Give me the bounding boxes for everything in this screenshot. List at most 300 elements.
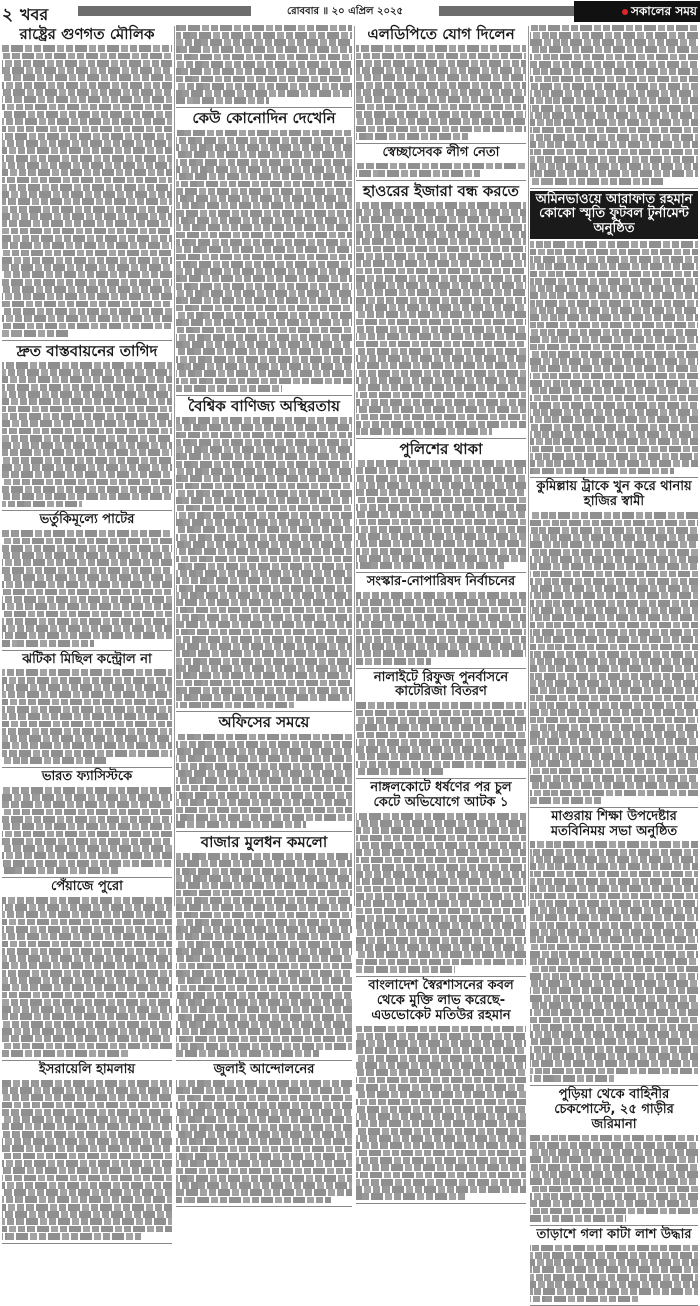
text-line: [176, 629, 352, 636]
text-line: [2, 838, 172, 845]
story-body: [176, 853, 352, 1057]
text-line: [176, 275, 352, 282]
text-line: [176, 327, 352, 334]
text-line: [530, 1171, 698, 1178]
text-line: [530, 32, 698, 39]
text-line: [530, 1068, 698, 1075]
text-line: [2, 897, 172, 904]
column-rule: [528, 26, 529, 906]
text-line: [2, 1123, 172, 1130]
text-line: [530, 658, 698, 665]
text-line: [356, 746, 526, 753]
text-line: [530, 1038, 698, 1045]
text-line: [356, 399, 526, 406]
column-3: [356, 24, 526, 1023]
text-line: [356, 275, 526, 282]
text-line: [2, 67, 172, 74]
text-line: [176, 792, 352, 799]
text-line: [176, 232, 352, 239]
text-line: [530, 278, 698, 285]
text-line: [176, 1197, 331, 1204]
text-line: [176, 217, 352, 224]
text-line: [356, 96, 526, 103]
text-line: [176, 777, 352, 784]
news-story: [356, 183, 526, 435]
story-headline: নাঙ্গলকোটে ধর্ষণের পর চুল কেটে অভিযোগে আটক ১: [370, 779, 512, 810]
text-line: [356, 1142, 526, 1149]
story-divider: [530, 807, 698, 808]
text-line: [356, 1113, 526, 1120]
text-line: [176, 570, 352, 577]
text-line: [2, 220, 172, 227]
text-line: [530, 1186, 698, 1193]
text-line: [530, 782, 698, 789]
text-line: [356, 592, 526, 599]
text-line: [176, 363, 352, 370]
story-body: [2, 787, 172, 874]
text-line: [530, 614, 698, 621]
text-line: [176, 904, 352, 911]
text-line: [530, 709, 698, 716]
text-line: [2, 384, 172, 391]
text-line: [356, 118, 526, 125]
text-line: [530, 1031, 698, 1038]
text-line: [176, 39, 352, 46]
text-line: [530, 629, 698, 636]
text-line: [530, 365, 698, 372]
text-line: [356, 497, 526, 504]
text-line: [2, 250, 172, 257]
text-line: [2, 1094, 172, 1101]
text-line: [2, 706, 172, 713]
text-line: [356, 406, 526, 413]
text-line: [356, 319, 526, 326]
text-line: [530, 893, 698, 900]
text-line: [2, 684, 172, 691]
text-line: [356, 209, 526, 216]
text-line: [356, 650, 526, 657]
text-line: [176, 955, 352, 962]
text-line: [176, 1028, 352, 1035]
text-line: [176, 875, 352, 882]
text-line: [176, 1014, 352, 1021]
story-headline: রাষ্ট্রের গুণগত মৌলিক: [19, 25, 155, 43]
story-body: [356, 592, 526, 664]
news-story: [356, 146, 526, 177]
text-line: [530, 54, 698, 61]
text-line: [2, 60, 172, 67]
news-story: [530, 810, 698, 1082]
text-line: [2, 1116, 172, 1123]
text-line: [176, 173, 352, 180]
story-body: [176, 130, 352, 392]
story-headline: হাওরের ইজারা বন্ধ করতে: [363, 181, 519, 200]
text-line: [2, 435, 172, 442]
text-line: [2, 242, 172, 249]
text-line: [356, 540, 526, 547]
page-number: ২: [2, 5, 14, 25]
text-line: [2, 406, 172, 413]
story-body: [530, 1245, 698, 1303]
text-line: [530, 753, 698, 760]
text-line: [356, 761, 526, 768]
text-line: [356, 355, 526, 362]
text-line: [356, 260, 526, 267]
text-line: [356, 886, 526, 893]
text-line: [2, 1160, 172, 1167]
story-divider: [2, 1060, 172, 1061]
text-line: [176, 334, 352, 341]
text-line: [530, 256, 698, 263]
text-line: [2, 867, 118, 874]
column-4: [530, 24, 698, 1242]
text-line: [176, 370, 352, 377]
news-story: [2, 343, 172, 508]
text-line: [530, 307, 698, 314]
text-line: [2, 677, 172, 684]
story-body: [356, 163, 526, 177]
text-line: [176, 483, 352, 490]
text-line: [2, 1211, 172, 1218]
text-line: [530, 431, 698, 438]
news-story: [530, 1088, 698, 1222]
text-line: [356, 246, 526, 253]
text-line: [176, 785, 352, 792]
text-line: [176, 650, 352, 657]
text-line: [530, 571, 698, 578]
text-line: [530, 936, 698, 943]
text-line: [356, 348, 526, 355]
text-line: [176, 948, 352, 955]
brand-name: সকালের সময়: [630, 4, 697, 18]
text-line: [176, 577, 352, 584]
text-line: [530, 885, 698, 892]
text-line: [530, 322, 698, 329]
text-line: [530, 1135, 698, 1142]
text-line: [356, 74, 526, 81]
text-line: [356, 1040, 526, 1047]
text-line: [2, 860, 172, 867]
news-story: [2, 513, 172, 646]
text-line: [176, 607, 352, 614]
text-line: [2, 471, 172, 478]
text-line: [2, 1035, 172, 1042]
story-divider: [2, 650, 172, 651]
text-line: [176, 137, 352, 144]
text-line: [530, 1259, 698, 1266]
text-line: [176, 348, 352, 355]
text-line: [2, 53, 172, 60]
text-line: [176, 658, 352, 665]
story-body: [356, 460, 526, 569]
text-line: [530, 549, 698, 556]
story-divider: [2, 340, 172, 341]
text-line: [176, 1109, 352, 1116]
story-headline: পুড়িয়া থেকে বাহিনীর চেকপোস্টে, ২৫ গাড়ীর জরিমানা: [554, 1086, 674, 1132]
masthead: [0, 0, 700, 24]
text-line: [356, 133, 468, 140]
news-story: [2, 880, 172, 1057]
text-line: [176, 202, 352, 209]
text-line: [2, 728, 172, 735]
text-line: [176, 585, 352, 592]
text-line: [176, 25, 352, 32]
text-line: [530, 61, 698, 68]
text-line: [530, 592, 698, 599]
text-line: [2, 1145, 172, 1152]
text-line: [530, 134, 698, 141]
text-line: [176, 534, 352, 541]
text-line: [2, 308, 172, 315]
text-line: [530, 702, 698, 709]
text-line: [530, 717, 698, 724]
text-line: [530, 1009, 698, 1016]
text-line: [176, 882, 352, 889]
text-line: [530, 460, 698, 467]
text-line: [2, 669, 172, 676]
story-body: [530, 241, 698, 474]
text-line: [2, 1167, 172, 1174]
text-line: [176, 439, 352, 446]
text-line: [356, 216, 526, 223]
text-line: [530, 336, 698, 343]
story-divider: [2, 767, 172, 768]
text-line: [176, 283, 352, 290]
text-line: [176, 548, 352, 555]
text-line: [356, 599, 526, 606]
story-headline: অফিসের সময়ে: [218, 713, 310, 732]
story-body: [356, 45, 526, 139]
news-story: [2, 1063, 172, 1240]
text-line: [530, 665, 698, 672]
text-line: [356, 224, 526, 231]
text-line: [176, 860, 352, 867]
story-body: [2, 897, 172, 1057]
story-body: [176, 25, 352, 105]
text-line: [2, 1050, 130, 1057]
text-line: [2, 691, 172, 698]
story-headline: পুলিশের থাকা: [399, 439, 483, 458]
text-line: [2, 45, 172, 52]
text-line: [2, 1226, 172, 1233]
text-line: [530, 149, 698, 156]
text-line: [530, 314, 698, 321]
story-headline: কেউ কোনোদিন দেখেনি: [192, 109, 336, 128]
text-line: [2, 845, 172, 852]
text-line: [356, 739, 526, 746]
text-line: [356, 511, 526, 518]
text-line: [356, 922, 526, 929]
text-line: [530, 1215, 626, 1222]
text-line: [530, 871, 698, 878]
text-line: [176, 166, 352, 173]
text-line: [530, 849, 698, 856]
text-line: [2, 213, 172, 220]
text-line: [356, 504, 526, 511]
text-line: [2, 757, 106, 764]
news-story: [356, 979, 526, 1200]
text-line: [2, 457, 172, 464]
text-line: [530, 1266, 698, 1273]
text-line: [2, 376, 172, 383]
text-line: [176, 210, 352, 217]
text-line: [530, 68, 698, 75]
story-body: [2, 45, 172, 336]
text-line: [356, 333, 526, 340]
text-line: [530, 644, 698, 651]
text-line: [530, 738, 698, 745]
story-body: [530, 512, 698, 803]
text-line: [530, 929, 698, 936]
text-line: [176, 151, 352, 158]
text-line: [2, 1028, 172, 1035]
text-line: [530, 987, 698, 994]
news-story: [356, 441, 526, 569]
text-line: [176, 130, 352, 137]
text-line: [356, 621, 526, 628]
text-line: [530, 1002, 698, 1009]
text-line: [530, 797, 602, 804]
text-line: [2, 169, 172, 176]
text-line: [176, 1146, 352, 1153]
text-line: [2, 589, 172, 596]
text-line: [2, 315, 172, 322]
text-line: [176, 541, 352, 548]
text-line: [2, 442, 172, 449]
story-divider: [176, 1060, 352, 1061]
text-line: [176, 599, 352, 606]
text-line: [356, 643, 526, 650]
text-line: [530, 39, 698, 46]
text-line: [176, 312, 352, 319]
text-line: [356, 1193, 467, 1200]
text-line: [530, 973, 698, 980]
text-line: [530, 731, 698, 738]
text-line: [176, 1131, 352, 1138]
text-line: [176, 763, 352, 770]
text-line: [530, 541, 698, 548]
text-line: [356, 45, 526, 52]
text-line: [176, 497, 352, 504]
text-line: [2, 279, 172, 286]
text-line: [2, 721, 172, 728]
text-line: [176, 144, 352, 151]
text-line: [530, 1274, 698, 1281]
brand-logo-icon: [622, 9, 628, 15]
story-headline: স্বেচ্ছাসেবক লীগ নেতা: [382, 144, 500, 160]
story-divider: [176, 1206, 352, 1207]
column-2: [176, 24, 352, 1077]
text-line: [176, 741, 352, 748]
news-story: [356, 781, 526, 973]
text-line: [356, 717, 526, 724]
story-headline: সংস্কার-নোপারিষদ নির্বাচনের: [366, 574, 516, 590]
issue-date: রোববার ॥ ২০ এপ্রিল ২০২৫: [251, 2, 439, 21]
text-line: [356, 959, 526, 966]
text-line: [176, 621, 352, 628]
text-line: [530, 380, 698, 387]
text-line: [2, 1153, 172, 1160]
text-line: [2, 933, 172, 940]
text-line: [530, 46, 698, 53]
text-line: [2, 301, 172, 308]
text-line: [356, 1150, 526, 1157]
text-line: [2, 941, 172, 948]
text-line: [176, 1006, 352, 1013]
text-line: [2, 133, 172, 140]
text-line: [356, 614, 526, 621]
text-line: [176, 83, 352, 90]
text-line: [356, 421, 526, 428]
story-body: [530, 25, 698, 185]
text-line: [176, 305, 352, 312]
newspaper-brand: [574, 1, 700, 22]
text-line: [356, 768, 443, 775]
text-line: [176, 1050, 319, 1057]
text-line: [2, 228, 172, 235]
story-headline: পেঁয়াজে পুরো: [51, 878, 123, 894]
text-line: [176, 1168, 352, 1175]
text-line: [2, 530, 172, 537]
text-line: [2, 147, 172, 154]
text-line: [530, 119, 698, 126]
text-line: [176, 490, 352, 497]
text-line: [356, 1164, 526, 1171]
text-line: [530, 409, 698, 416]
text-line: [176, 643, 352, 650]
text-line: [356, 89, 526, 96]
text-line: [356, 1099, 526, 1106]
text-line: [176, 748, 352, 755]
text-line: [176, 224, 352, 231]
story-body: [356, 1026, 526, 1201]
text-line: [2, 118, 172, 125]
story-body: [530, 1135, 698, 1222]
text-line: [2, 1109, 172, 1116]
news-story: [356, 671, 526, 775]
text-line: [176, 1116, 352, 1123]
text-line: [530, 995, 698, 1002]
text-line: [356, 1157, 526, 1164]
section-title: খবর: [20, 5, 49, 24]
text-line: [176, 702, 294, 709]
text-line: [2, 1182, 172, 1189]
story-divider: [530, 188, 698, 189]
story-body: [2, 669, 172, 763]
text-line: [176, 261, 352, 268]
text-line: [356, 607, 526, 614]
text-line: [530, 966, 698, 973]
text-line: [176, 61, 352, 68]
text-line: [176, 687, 352, 694]
text-line: [176, 54, 352, 61]
text-line: [2, 852, 172, 859]
text-line: [356, 835, 526, 842]
text-line: [356, 414, 526, 421]
text-line: [530, 790, 698, 797]
text-line: [356, 111, 526, 118]
text-line: [356, 1172, 526, 1179]
text-line: [530, 141, 698, 148]
text-line: [356, 126, 526, 133]
text-line: [530, 271, 698, 278]
text-line: [2, 699, 172, 706]
text-line: [176, 268, 352, 275]
text-line: [530, 922, 698, 929]
text-line: [356, 1033, 526, 1040]
text-line: [2, 257, 172, 264]
text-line: [2, 96, 172, 103]
